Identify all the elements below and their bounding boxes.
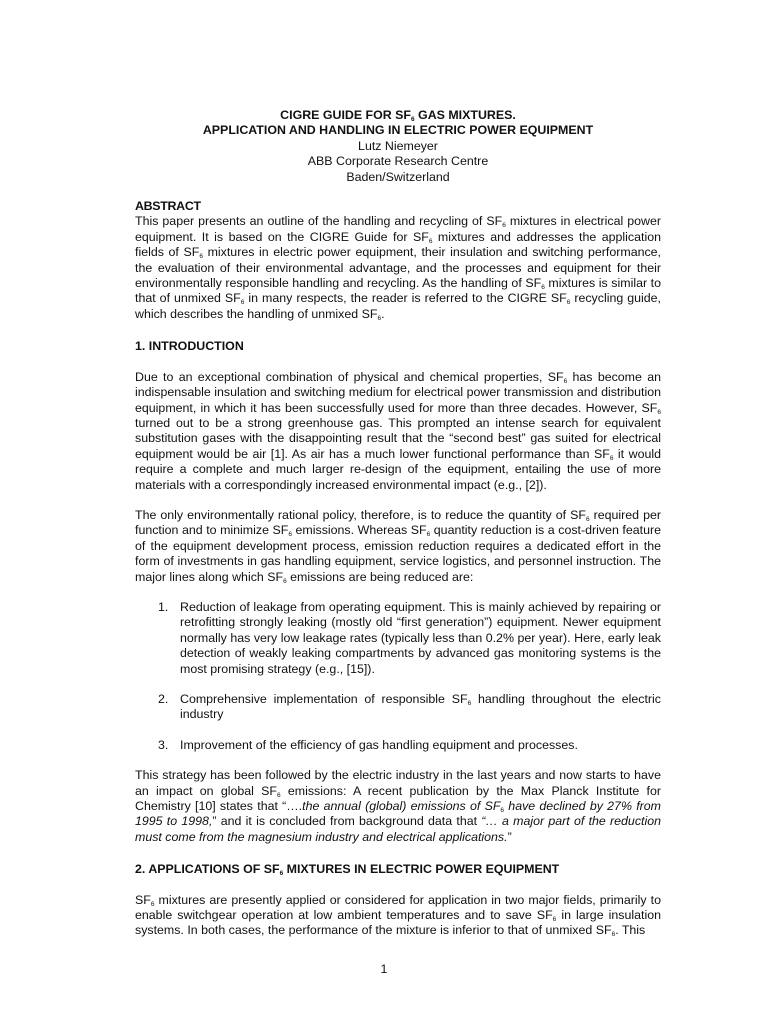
paper-title-line-2: APPLICATION AND HANDLING IN ELECTRIC POWER EQUIPMENT [202,123,594,138]
paper-body [135,108,661,939]
intro-paragraph-1: Due to an exceptional combination of physical and chemical properties, $SF_6$ has become an indispensable insulation and switching medium for electrical power transmission and distribution equipment, in which it has been successfully used for more than three decades. However, $SF_6$ turned out to be a strong greenhouse gas. This prompted an intense search for equivalent substitution gases with the disappointing result that the “second best” gas suited for electrical equipment would be air [1]. As air has a much lower functional performance than $SF_6$ it would require a complete and much larger re-design of the equipment, entailing the use of more materials with a correspondingly increased environmental impact (e.g., [2]). [135,369,662,492]
page-number: 1 [380,962,388,976]
paper-title-line-1: CIGRE GUIDE FOR $SF_6$ GAS MIXTURES. [280,108,516,123]
list-item: 2. Comprehensive implementation of responsible $SF_6$ handling throughout the electric industry [158,692,662,722]
location: Baden/Switzerland [346,169,450,184]
abstract-heading: ABSTRACT [135,199,201,214]
abstract-text: This paper presents an outline of the handling and recycling of $SF_6$ mixtures in electrical power equipment. It is based on the CIGRE Guide for $SF_6$ mixtures and addresses the application fields of $SF_6$ mixtures in electric power equipment, their insulation and switching performance, the evaluation of their environmental advantage, and the processes and equipment for their environmentally responsible handling and recycling. As the handling of $SF_6$ mixtures is similar to that of unmixed $SF_6$ in many respects, the reader is referred to the CIGRE $SF_6$ recycling guide, which describes the handling of unmixed $SF_6$. [135,214,662,322]
list-item: 3. Improvement of the efficiency of gas handling equipment and processes. [158,737,578,752]
list-item: 1. Reduction of leakage from operating equipment. This is mainly achieved by repairing or retrofitting strongly leaking (mostly old “first generation”) equipment. Newer equipment normally has very low leakage rates (typically less than 0.2% per year). Here, early leak detection of weakly leaking compartments by advanced gas monitoring systems is the most promising strategy (e.g., [15]). [158,599,661,676]
section-1-heading: 1. INTRODUCTION [135,339,244,354]
intro-paragraph-2: The only environmentally rational policy, therefore, is to reduce the quantity of $SF_6$ required per function and to minimize $SF_6$ emissions. Whereas $SF_6$ quantity reduction is a cost-driven feature of the equipment development process, emission reduction requires a dedicated effort in the form of investments in gas handling equipment, service logistics, and personnel instruction. The major lines along which $SF_6$ emissions are being reduced are: [135,507,661,585]
section-2-heading: 2. APPLICATIONS OF $SF_6$ MIXTURES IN ELECTRIC POWER EQUIPMENT [135,862,560,878]
emission-reduction-list [135,600,661,753]
affiliation: ABB Corporate Research Centre [307,154,489,169]
intro-paragraph-3: This strategy has been followed by the electric industry in the last years and now starts to have an impact on global $SF_6$ emissions: A recent publication by the Max Planck Institute for Chemistry [10] states that “….the annual (global) emissions of $SF_6$ have declined by 27% from 1995 to 1998,” and it is concluded from background data that “… a major part of the reduction must come from the magnesium industry and electrical applications.” [135,768,662,844]
author-name: Lutz Niemeyer [358,138,438,153]
section-2-paragraph-1: $SF_6$ mixtures are presently applied or considered for application in two major fields, primarily to enable switchgear operation at low ambient temperatures and to save $SF_6$ in large insulation systems. In both cases, the performance of the mixture is inferior to that of unmixed $SF_6$. This [135,892,661,939]
